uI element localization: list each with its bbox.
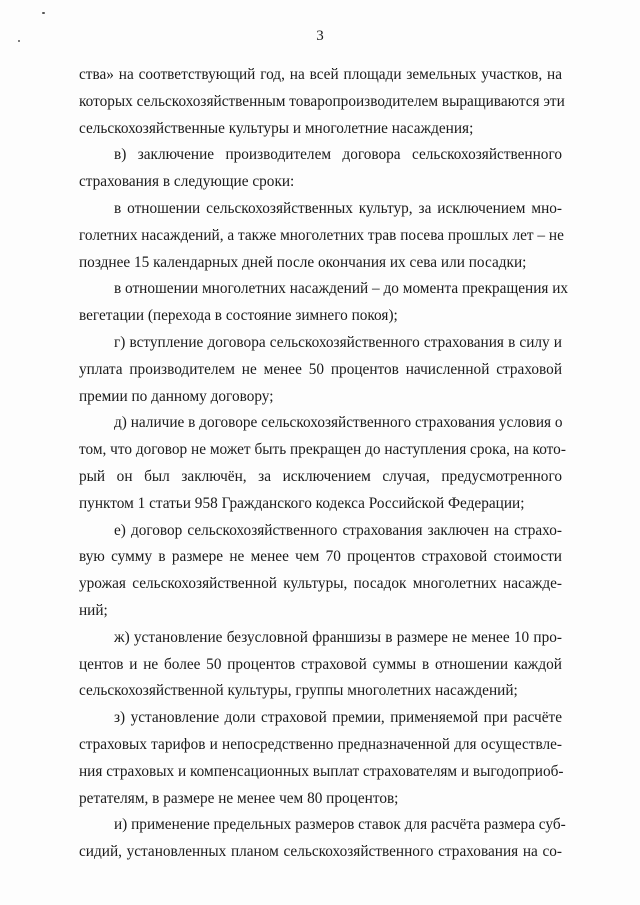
text-line: позднее 15 календарных дней после окончания их сева или посадки; bbox=[79, 253, 527, 271]
text-line: сидий, установленных планом сельскохозяйственного страхования на со- bbox=[79, 843, 562, 861]
document-body bbox=[79, 62, 569, 866]
text-line: урожая сельскохозяйственной культуры, посадок многолетних насажде- bbox=[79, 575, 562, 593]
text-line: том, что договор не может быть прекращен до наступления срока, на кото- bbox=[79, 441, 566, 459]
text-line: ретателям, в размере не менее чем 80 процентов; bbox=[79, 789, 399, 807]
text-line: центов и не более 50 процентов страховой суммы в отношении каждой bbox=[79, 655, 562, 673]
text-line: ства» на соответствующий год, на всей площади земельных участков, на bbox=[79, 66, 562, 83]
text-line: д) наличие в договоре сельскохозяйственного страхования условия о bbox=[114, 414, 563, 432]
text-line: премии по данному договору; bbox=[79, 387, 274, 405]
text-line: е) договор сельскохозяйственного страхования заключен на страхо- bbox=[114, 521, 562, 539]
text-line: страхования в следующие сроки: bbox=[79, 173, 295, 191]
text-line: сельскохозяйственной культуры, группы многолетних насаждений; bbox=[79, 682, 518, 700]
text-line: з) установление доли страховой премии, применяемой при расчёте bbox=[114, 709, 562, 727]
text-line: в отношении сельскохозяйственных культур, за исключением мно- bbox=[114, 199, 562, 217]
text-line: г) вступление договора сельскохозяйственного страхования в силу и bbox=[114, 333, 562, 351]
text-line: в отношении многолетних насаждений – до момента прекращения их bbox=[114, 280, 569, 298]
text-line: и) применение предельных размеров ставок для расчёта размера суб- bbox=[114, 816, 566, 834]
text-line: пунктом 1 статьи 958 Гражданского кодекса Российской Федерации; bbox=[79, 494, 525, 512]
text-line: уплата производителем не менее 50 процентов начисленной страховой bbox=[79, 360, 562, 378]
text-line: рый он был заключён, за исключением случая, предусмотренного bbox=[79, 467, 562, 485]
page-number: 3 bbox=[316, 28, 324, 44]
text-line: которых сельскохозяйственным товаропроизводителем выращиваются эти bbox=[79, 92, 565, 110]
text-line: ния страховых и компенсационных выплат страхователям и выгодоприоб- bbox=[79, 762, 564, 780]
text-line: ж) установление безусловной франшизы в размере не менее 10 про- bbox=[114, 628, 562, 646]
text-line: вегетации (перехода в состояние зимнего покоя); bbox=[79, 307, 398, 325]
text-line: в) заключение производителем договора сельскохозяйственного bbox=[114, 146, 562, 164]
text-line: вую сумму в размере не менее чем 70 процентов страховой стоимости bbox=[79, 548, 562, 566]
text-line: ний; bbox=[79, 601, 108, 619]
scan-speck bbox=[42, 12, 45, 14]
text-line: сельскохозяйственные культуры и многолетние насаждения; bbox=[79, 119, 474, 137]
text-line: страховых тарифов и непосредственно предназначенной для осуществле- bbox=[79, 735, 562, 753]
text-line: голетних насаждений, а также многолетних трав посева прошлых лет – не bbox=[79, 226, 564, 244]
